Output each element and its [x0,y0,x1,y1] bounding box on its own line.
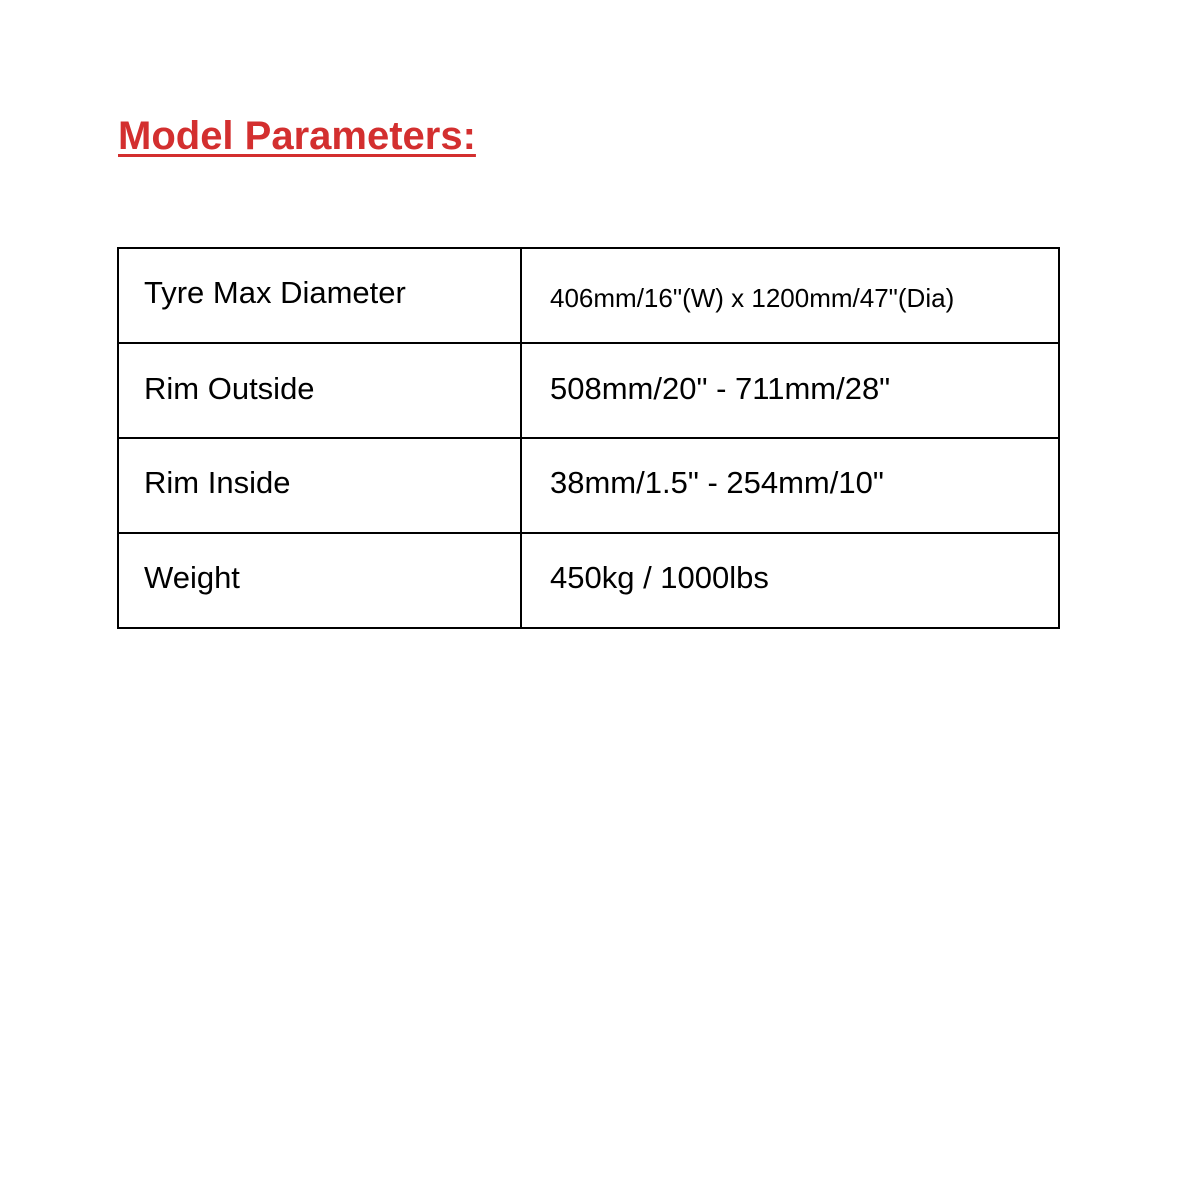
parameter-label: Weight [118,533,521,628]
table-row [118,438,1059,533]
parameters-table [117,247,1060,629]
table-row [118,343,1059,438]
parameter-label: Rim Outside [118,343,521,438]
table-row [118,533,1059,628]
parameter-value: 508mm/20" - 711mm/28" [521,343,1059,438]
table-row [118,248,1059,343]
page-title: Model Parameters: [118,114,476,158]
parameter-label: Rim Inside [118,438,521,533]
parameter-label: Tyre Max Diameter [118,248,521,343]
parameter-value: 38mm/1.5" - 254mm/10" [521,438,1059,533]
parameter-value: 450kg / 1000lbs [521,533,1059,628]
parameter-value: 406mm/16"(W) x 1200mm/47"(Dia) [521,248,1059,343]
